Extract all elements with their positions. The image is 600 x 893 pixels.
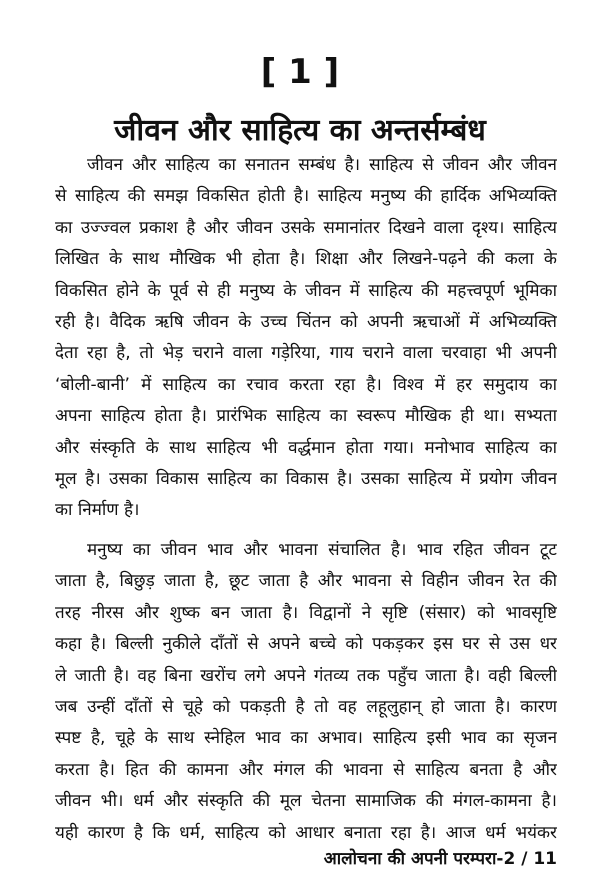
text-line: जाता है, बिछुड़ जाता है, छूट जाता है और भावना से विहीन जीवन रेत की xyxy=(55,571,557,592)
text-line: लिखित के साथ मौखिक भी होता है। शिक्षा और लिखने-पढ़ने की कला के xyxy=(55,249,557,270)
text-line: मूल है। उसका विकास साहित्य का विकास है। उसका साहित्य में प्रयोग जीवन xyxy=(55,468,557,489)
chapter-number: [ 1 ] xyxy=(260,52,340,92)
text-line: ले जाती है। वह बिना खरोंच लगे अपने गंतव्य तक पहुँच जाता है। वही बिल्ली xyxy=(55,665,557,686)
page-footer: आलोचना की अपनी परम्परा-2 / 11 xyxy=(323,849,557,869)
text-line: तरह नीरस और शुष्क बन जाता है। विद्वानों ने सृष्टि (संसार) को भावसृष्टि xyxy=(55,602,557,623)
text-line: अपना साहित्य होता है। प्रारंभिक साहित्य का स्वरूप मौखिक ही था। सभ्यता xyxy=(55,406,557,427)
text-line: विकसित होने के पूर्व से ही मनुष्य के जीवन में साहित्य की महत्त्वपूर्ण भूमिका xyxy=(55,280,557,301)
text-line: का उज्ज्वल प्रकाश है और जीवन उसके समानांतर दिखने वाला दृश्य। साहित्य xyxy=(55,217,557,238)
text-line: ‘बोली-बानी’ में साहित्य का रचाव करता रहा है। विश्व में हर समुदाय का xyxy=(55,374,557,395)
text-line: से साहित्य की समझ विकसित होती है। साहित्य मनुष्य की हार्दिक अभिव्यक्ति xyxy=(55,186,557,207)
text-line: यही कारण है कि धर्म, साहित्य को आधार बनाता रहा है। आज धर्म भयंकर xyxy=(55,822,557,843)
text-line: जीवन और साहित्य का सनातन सम्बंध है। साहित्य से जीवन और जीवन xyxy=(87,155,557,175)
text-line: करता है। हित की कामना और मंगल की भावना से साहित्य बनता है और xyxy=(55,759,557,780)
text-line: और संस्कृति के साथ साहित्य भी वर्द्धमान होता गया। मनोभाव साहित्य का xyxy=(55,437,557,458)
text-line: जीवन भी। धर्म और संस्कृति की मूल चेतना सामाजिक की मंगल-कामना है। xyxy=(55,791,557,812)
text-line: कहा है। बिल्ली नुकीले दाँतों से अपने बच्चे को पकड़कर इस घर से उस धर xyxy=(55,634,557,655)
text-line: स्पष्ट है, चूहे के साथ स्नेहिल भाव का अभाव। साहित्य इसी भाव का सृजन xyxy=(55,728,557,749)
text-line: देता रहा है, तो भेड़ चराने वाला गड़ेरिया, गाय चराने वाला चरवाहा भी अपनी xyxy=(55,343,557,364)
text-line: रही है। वैदिक ऋषि जीवन के उच्च चिंतन को अपनी ऋचाओं में अभिव्यक्ति xyxy=(55,311,557,332)
chapter-title: जीवन और साहित्य का अन्तर्सम्बंध xyxy=(114,113,486,148)
paragraph-1 xyxy=(55,150,557,527)
text-line: जब उन्हीं दाँतों से चूहे को पकड़ती है तो वह लहूलुहान् हो जाता है। कारण xyxy=(55,696,557,717)
paragraph-2 xyxy=(55,535,557,849)
text-line: का निर्माण है। xyxy=(55,500,140,521)
text-line: मनुष्य का जीवन भाव और भावना संचालित है। भाव रहित जीवन टूट xyxy=(87,540,557,560)
